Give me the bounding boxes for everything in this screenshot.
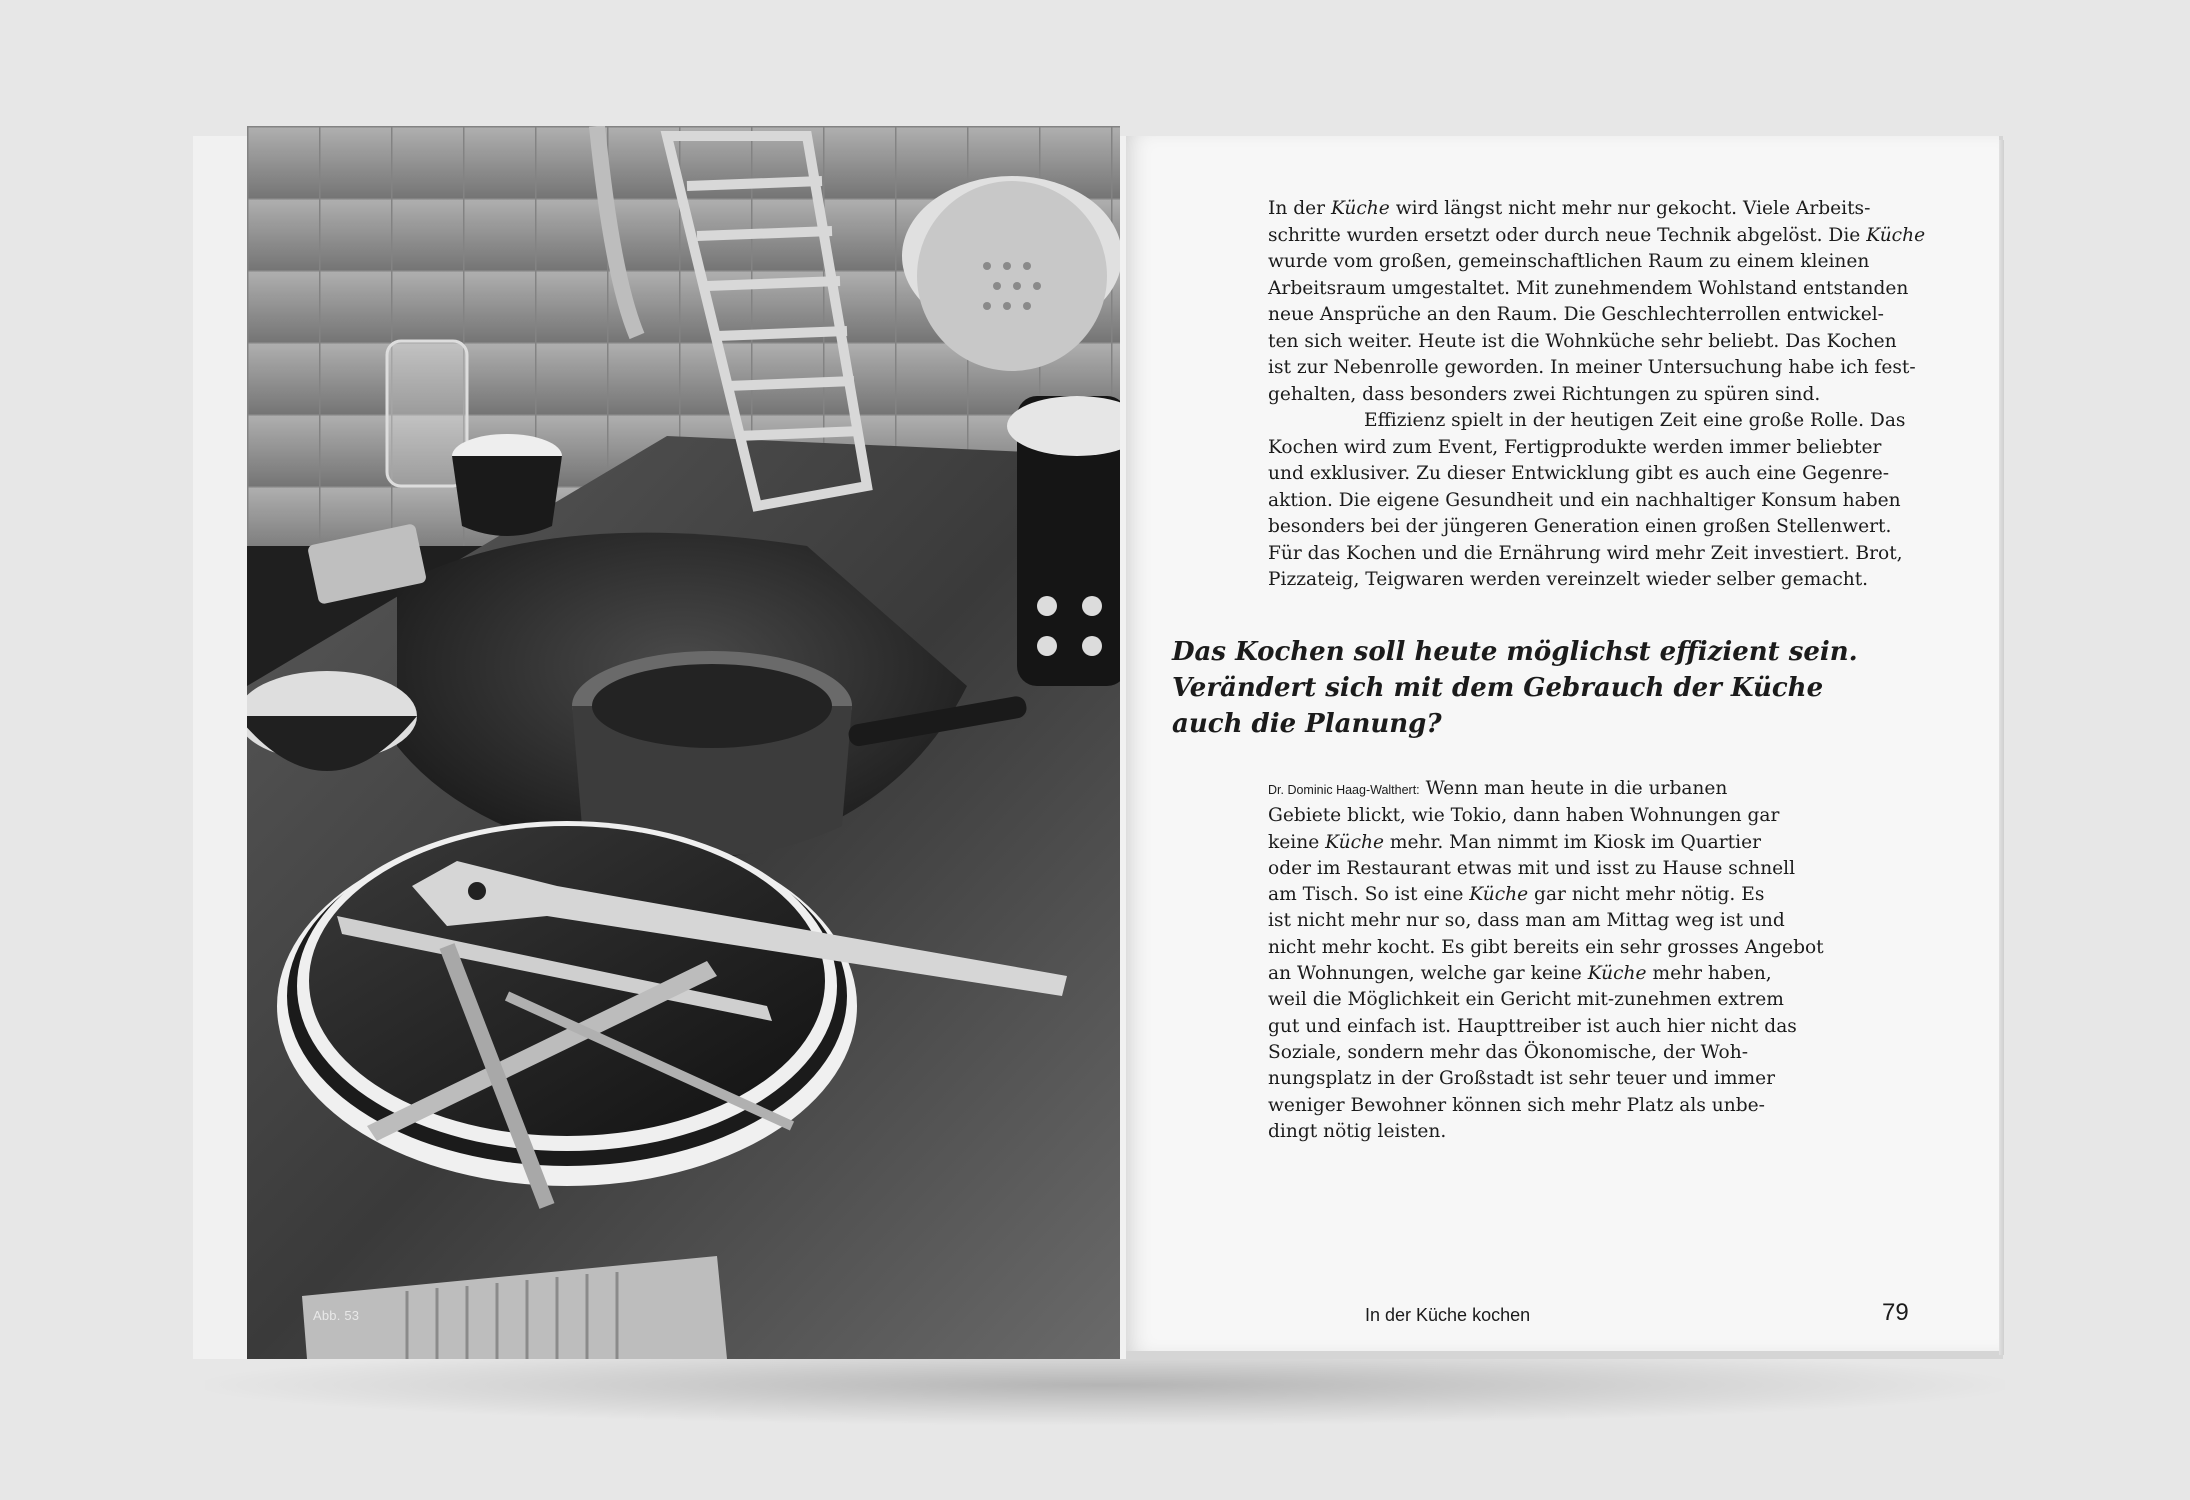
answer-line: oder im Restaurant etwas mit und isst zu Hause schnell [1268,857,1796,879]
question-line: Das Kochen soll heute möglichst effizient sein. [1172,637,1858,667]
italic-term: Küche [1587,963,1647,985]
body-paragraph [1268,196,1926,594]
interview-answer [1268,776,1908,1145]
answer-line: Soziale, sondern mehr das Ökonomische, der Woh- [1268,1041,1748,1063]
body-line: schritte wurden ersetzt oder durch neue Technik abgelöst. Die Küche [1268,224,1926,246]
page-edge [1999,140,2004,1355]
body-line: Effizienz spielt in der heutigen Zeit eine große Rolle. Das [1364,410,1906,431]
photo-caption: Abb. 53 [313,1308,360,1323]
body-line: aktion. Die eigene Gesundheit und ein nachhaltiger Konsum haben [1268,489,1901,511]
body-line: In der Küche wird längst nicht mehr nur gekocht. Viele Arbeits- [1268,198,1871,219]
answer-line: dingt nötig leisten. [1268,1120,1447,1142]
answer-line: keine Küche mehr. Man nimmt im Kiosk im Quartier [1268,831,1761,853]
body-line: und exklusiver. Zu dieser Entwicklung gibt es auch eine Gegenre- [1268,463,1890,484]
answer-line: Gebiete blickt, wie Tokio, dann haben Wohnungen gar [1268,805,1780,827]
body-line: wurde vom großen, gemeinschaftlichen Raum zu einem kleinen [1268,251,1870,272]
question-line: auch die Planung? [1172,709,1442,739]
answer-line: weniger Bewohner können sich mehr Platz als unbe- [1268,1094,1765,1116]
body-line: Pizzateig, Teigwaren werden vereinzelt wieder selber gemacht. [1268,569,1869,590]
body-line: Für das Kochen und die Ernährung wird mehr Zeit investiert. Brot, [1268,542,1903,564]
body-line: ten sich weiter. Heute ist die Wohnküche sehr beliebt. Das Kochen [1268,330,1897,352]
photo-kitchen-sink-dishes-icon [247,126,1120,1359]
body-line: Kochen wird zum Event, Fertigprodukte werden immer beliebter [1268,436,1882,458]
answer-first-line: Dr. Dominic Haag-Walthert: Wenn man heute in die urbanen [1268,778,1728,799]
speaker-name: Dr. Dominic Haag-Walthert: [1268,783,1420,797]
italic-term: Küche [1866,224,1926,246]
answer-line: an Wohnungen, welche gar keine Küche mehr haben, [1268,963,1772,985]
body-line: gehalten, dass besonders zwei Richtungen zu spüren sind. [1268,383,1821,405]
interview-question [1172,634,1892,742]
kitchen-photo [247,126,1120,1359]
italic-term: Küche [1469,884,1529,906]
answer-line: weil die Möglichkeit ein Gericht mit-zunehmen extrem [1268,989,1784,1011]
page-number: 79 [1882,1299,1909,1326]
body-line: besonders bei der jüngeren Generation einen großen Stellenwert. [1268,516,1892,537]
answer-line: nicht mehr kocht. Es gibt bereits ein sehr grosses Angebot [1268,936,1824,958]
body-line: neue Ansprüche an den Raum. Die Geschlechterrollen entwickel- [1268,304,1884,325]
question-line: Verändert sich mit dem Gebrauch der Küche [1172,673,1824,703]
answer-line: gut und einfach ist. Haupttreiber ist auch hier nicht das [1268,1015,1797,1037]
italic-term: Küche [1330,198,1390,219]
answer-line: nungsplatz in der Großstadt ist sehr teuer und immer [1268,1068,1776,1090]
answer-line: ist nicht mehr nur so, dass man am Mittag weg ist und [1268,910,1785,932]
body-line: ist zur Nebenrolle geworden. In meiner Untersuchung habe ich fest- [1268,357,1916,378]
italic-term: Küche [1325,831,1384,853]
running-footer-title: In der Küche kochen [1365,1305,1531,1325]
answer-line: am Tisch. So ist eine Küche gar nicht mehr nötig. Es [1268,884,1765,906]
body-line: Arbeitsraum umgestaltet. Mit zunehmendem Wohlstand entstanden [1268,277,1909,299]
